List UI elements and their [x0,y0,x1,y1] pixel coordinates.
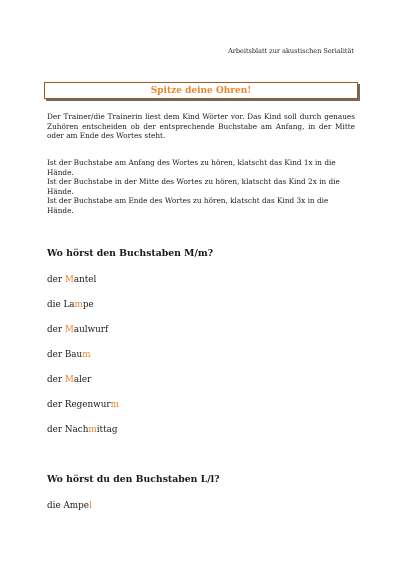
rule-3: Ist der Buchstabe am Ende des Wortes zu hören, klatscht das Kind 3x in die Hände. [47,196,329,215]
section-l-heading: Wo hörst du den Buchstaben L/l? [47,474,220,485]
word-text: ittag [96,425,118,435]
word-text: der [47,325,65,335]
highlight-letter: m [88,425,97,435]
highlight-letter: m [82,350,91,360]
word-text: die Ampe [47,501,89,511]
highlight-letter: M [64,275,74,285]
section-m-heading: Wo hörst den Buchstaben M/m? [47,248,214,259]
highlight-letter: M [64,325,74,335]
highlight-letter: l [88,501,92,511]
word-text: der Nach [47,425,89,435]
rule-1: Ist der Buchstabe am Anfang des Wortes zu hören, klatscht das Kind 1x in die Hände. [47,158,336,177]
word-item [47,425,117,435]
word-text: der Regenwur [47,400,111,410]
word-item [47,300,94,310]
word-text: aulwurf [73,325,109,335]
intro-text: Der Trainer/die Trainerin liest dem Kind Wörter vor. Das Kind soll durch genaues Zuhören entscheiden ob der entsprechende Buchstabe am Anfang, in der Mitte oder am Ende des Wortes steht. [47,112,355,141]
highlight-letter: M [64,375,74,385]
rules-block [47,158,355,216]
title-box [44,82,358,99]
intro-paragraph [47,112,355,141]
word-item [47,350,91,360]
word-text: der [47,275,65,285]
highlight-letter: m [110,400,119,410]
word-item [47,400,119,410]
word-text: der [47,375,65,385]
word-text: der Bau [47,350,83,360]
word-item [47,501,92,511]
word-item [47,375,91,385]
word-text: antel [73,275,97,285]
header-note: Arbeitsblatt zur akustischen Serialität [228,47,354,55]
highlight-letter: m [74,300,83,310]
word-item [47,325,108,335]
word-text: die La [47,300,75,310]
worksheet-title: Spitze deine Ohren! [150,85,252,96]
word-text: pe [82,300,94,310]
word-item [47,275,96,285]
word-text: aler [73,375,92,385]
rule-2: Ist der Buchstabe in der Mitte des Wortes zu hören, klatscht das Kind 2x in die Hände. [47,177,340,196]
